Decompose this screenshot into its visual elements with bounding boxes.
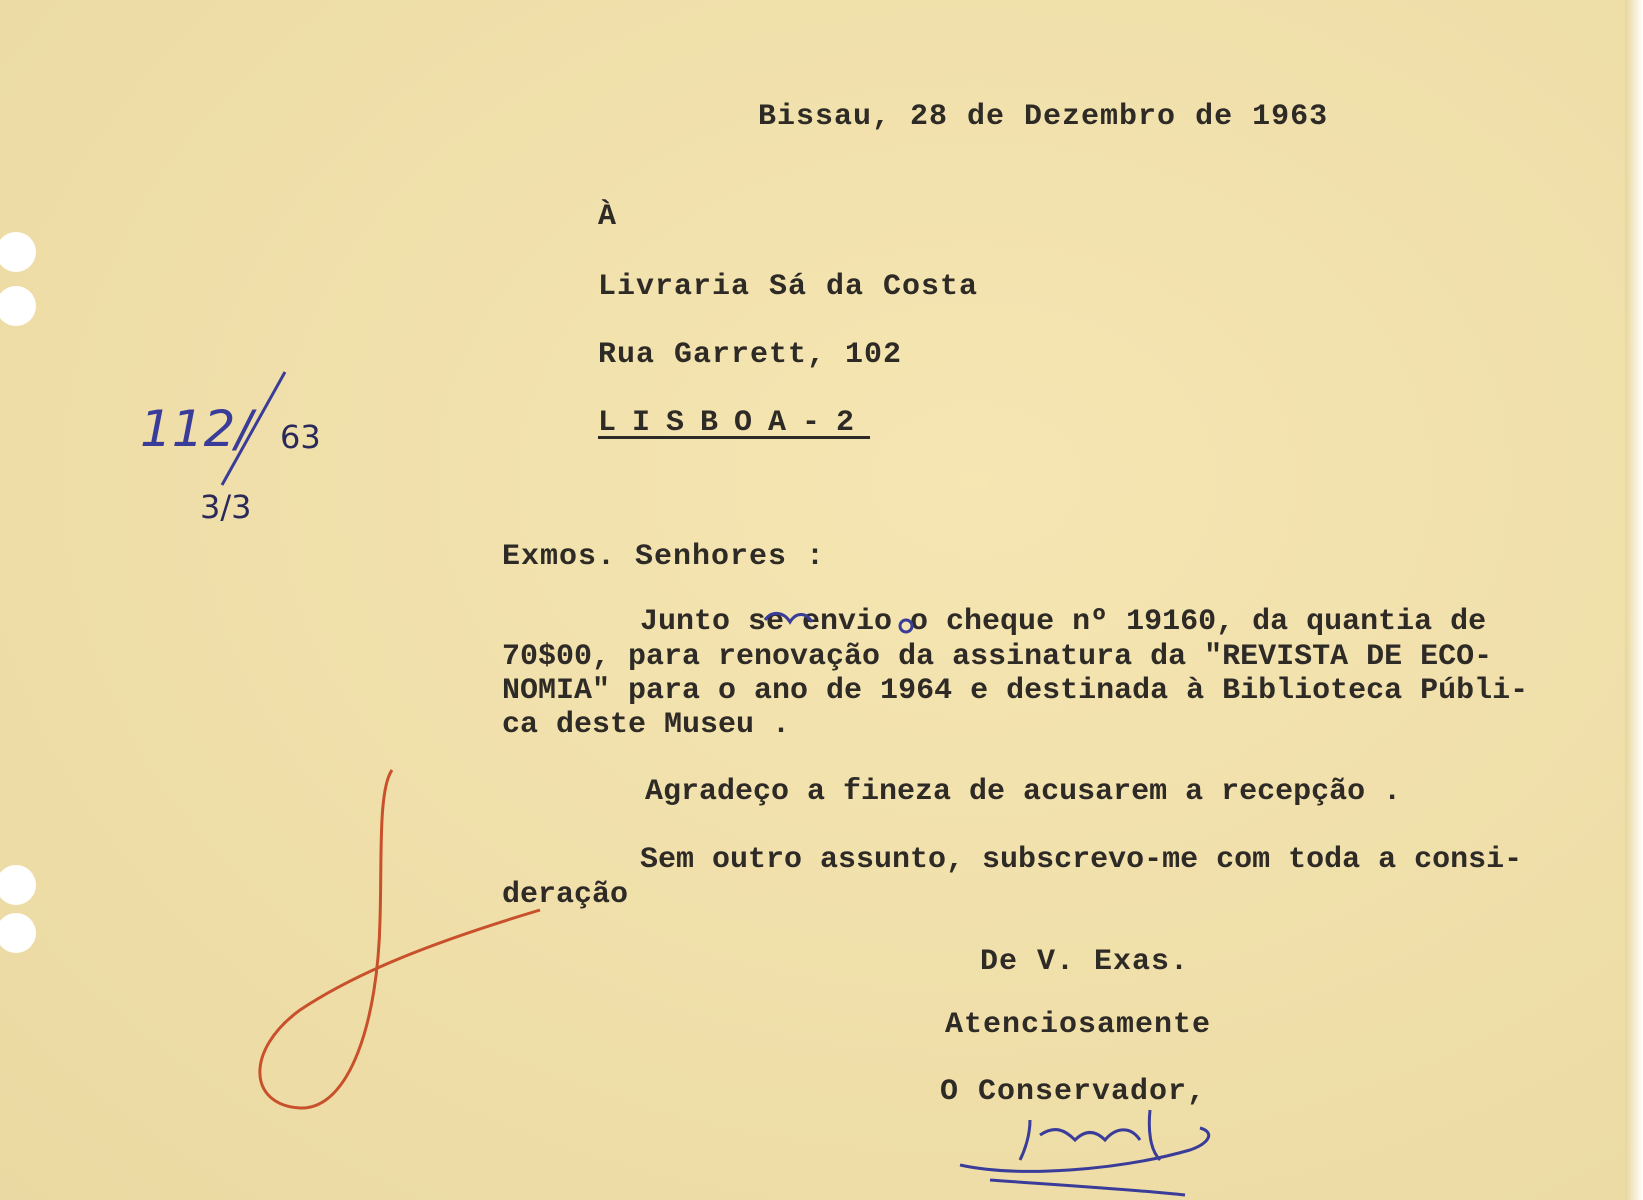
paragraph-3-line: deração	[502, 878, 629, 912]
body-line: ca deste Museu .	[502, 708, 791, 742]
red-initial-mark	[260, 770, 540, 1108]
ink-correction	[765, 613, 812, 622]
paragraph-3-line: Sem outro assunto, subscrevo-me com toda a consi-	[640, 843, 1523, 877]
ref-number: 112/	[140, 400, 253, 458]
ref-sub: 3/3	[200, 488, 252, 526]
scan-edge	[1625, 0, 1643, 1200]
ink-correction	[900, 620, 912, 632]
ref-slash-stroke	[222, 372, 285, 485]
regards: Atenciosamente	[945, 1008, 1212, 1042]
recipient-prefix: À	[598, 200, 618, 234]
signature	[960, 1110, 1209, 1195]
closing: De V. Exas.	[980, 945, 1190, 979]
signatory-title: O Conservador,	[940, 1075, 1207, 1109]
body-line: 70$00, para renovação da assinatura da "REVISTA DE ECO-	[502, 640, 1493, 674]
ref-year: 63	[280, 418, 321, 456]
addressee-name: Livraria Sá da Costa	[598, 270, 979, 304]
addressee-city: LISBOA-2	[598, 406, 871, 440]
body-line: NOMIA" para o ano de 1964 e destinada à Biblioteca Públi-	[502, 674, 1529, 708]
paragraph-2: Agradeço a fineza de acusarem a recepção .	[645, 775, 1402, 809]
body-line: Junto se envio o cheque nº 19160, da quantia de	[640, 605, 1487, 639]
addressee-street: Rua Garrett, 102	[598, 338, 903, 372]
salutation: Exmos. Senhores :	[502, 540, 826, 574]
place-date: Bissau, 28 de Dezembro de 1963	[758, 100, 1329, 134]
